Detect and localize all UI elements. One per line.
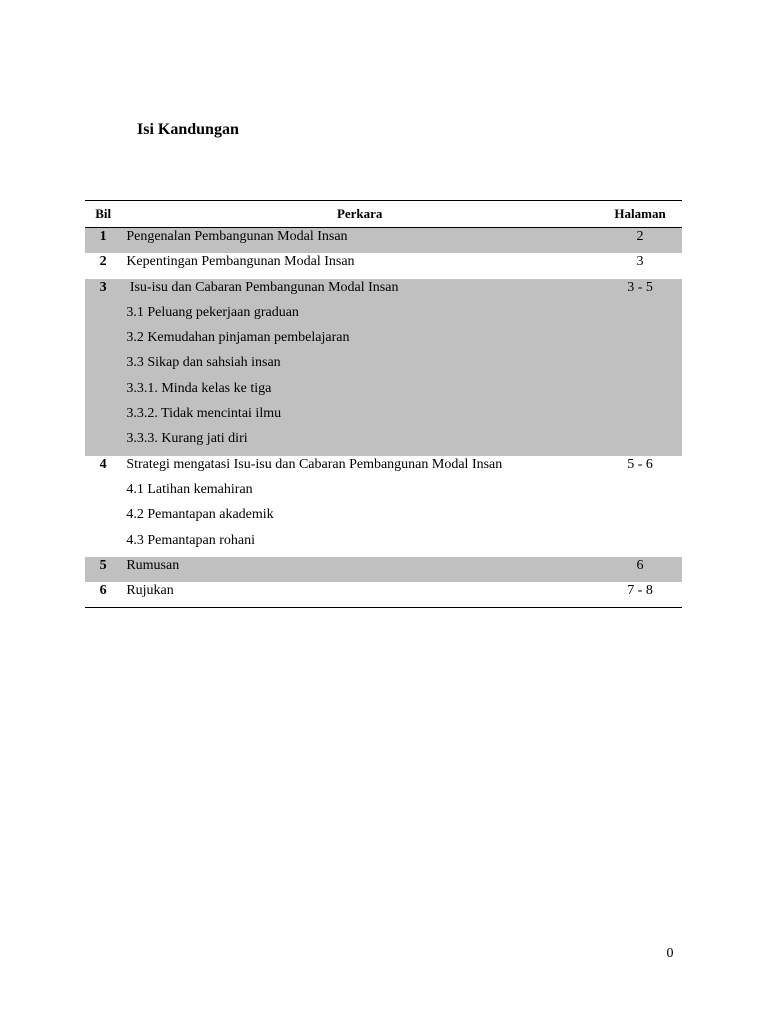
row-page-text: 3 - 5 — [627, 279, 653, 295]
table-row — [85, 456, 682, 557]
table-row — [85, 253, 682, 278]
table-header-row — [85, 201, 682, 228]
row-number — [85, 279, 121, 456]
topic-line: Rujukan — [126, 583, 174, 599]
row-number — [85, 557, 121, 582]
header-halaman: Halaman — [614, 206, 666, 221]
table-row — [85, 279, 682, 456]
row-topic — [121, 557, 598, 582]
table-row — [85, 557, 682, 582]
row-page-text: 6 — [636, 557, 644, 573]
row-page-text: 3 — [636, 254, 644, 270]
row-page — [598, 279, 682, 456]
row-page — [598, 582, 682, 608]
row-number-text: 4 — [99, 456, 107, 472]
subtopic-line: 4.1 Latihan kemahiran — [126, 481, 253, 497]
topic-line: Strategi mengatasi Isu-isu dan Cabaran Pembangunan Modal Insan — [126, 456, 503, 472]
row-number-text: 2 — [99, 254, 107, 270]
topic-line: Rumusan — [126, 557, 180, 573]
table-of-contents — [85, 200, 682, 608]
row-number — [85, 228, 121, 254]
row-page-text: 5 - 6 — [627, 456, 653, 472]
subtopic-line: 3.1 Peluang pekerjaan graduan — [126, 304, 299, 320]
table-row — [85, 582, 682, 608]
row-topic — [121, 456, 598, 557]
row-number-text: 6 — [99, 583, 107, 599]
subtopic-line: 4.2 Pemantapan akademik — [126, 507, 274, 523]
header-bil: Bil — [95, 206, 112, 221]
subtopic-line: 3.3.3. Kurang jati diri — [126, 431, 248, 447]
subtopic-line: 3.2 Kemudahan pinjaman pembelajaran — [126, 330, 350, 346]
row-page — [598, 253, 682, 278]
row-number — [85, 456, 121, 557]
row-topic — [121, 253, 598, 278]
row-page — [598, 228, 682, 254]
table-row — [85, 228, 682, 254]
subtopic-line: 4.3 Pemantapan rohani — [126, 532, 255, 548]
row-number-text: 1 — [99, 229, 107, 244]
topic-line: Kepentingan Pembangunan Modal Insan — [126, 254, 355, 270]
subtopic-line: 3.3.2. Tidak mencintai ilmu — [126, 406, 282, 422]
page-title: Isi Kandungan — [137, 121, 239, 138]
row-number — [85, 582, 121, 608]
row-number-text: 5 — [99, 557, 107, 573]
row-page — [598, 456, 682, 557]
page-number: 0 — [666, 946, 674, 961]
row-number-text: 3 — [99, 279, 107, 295]
row-topic — [121, 228, 598, 254]
row-topic — [121, 582, 598, 608]
subtopic-line: 3.3.1. Minda kelas ke tiga — [126, 380, 272, 396]
subtopic-line: 3.3 Sikap dan sahsiah insan — [126, 355, 281, 371]
topic-line: Isu-isu dan Cabaran Pembangunan Modal Insan — [126, 279, 399, 295]
row-page-text: 7 - 8 — [627, 583, 653, 599]
row-topic — [121, 279, 598, 456]
row-page — [598, 557, 682, 582]
row-page-text: 2 — [636, 229, 644, 244]
row-number — [85, 253, 121, 278]
header-perkara: Perkara — [336, 206, 383, 221]
topic-line: Pengenalan Pembangunan Modal Insan — [126, 229, 348, 244]
